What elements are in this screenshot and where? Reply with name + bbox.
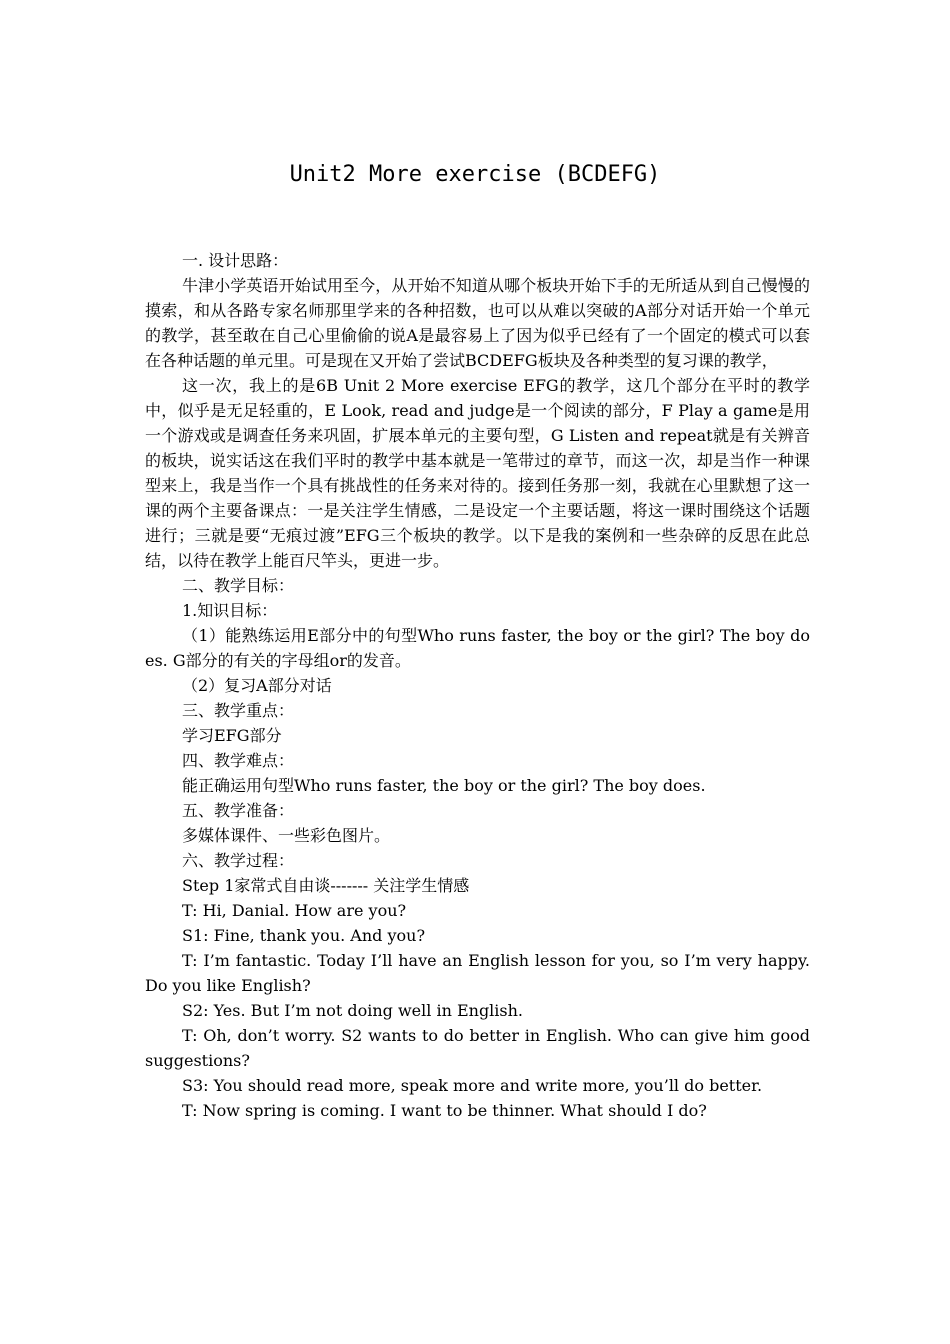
paragraph-step-1: Step 1家常式自由谈------- 关注学生情感	[182, 876, 470, 895]
paragraph-dialogue-line: T: I’m fantastic. Today I’ll have an English lesson for you, so I’m very happy. Do you like English?	[145, 951, 810, 995]
paragraph-section-3-heading: 三、教学重点：	[182, 701, 295, 720]
paragraph-section-2-heading: 二、教学目标：	[182, 576, 295, 595]
paragraph-dialogue-line: S3: You should read more, speak more and write more, you’ll do better.	[182, 1076, 763, 1095]
document-title: Unit2 More exercise (BCDEFG)	[289, 162, 661, 187]
paragraph-section-5-heading: 五、教学准备：	[182, 801, 295, 820]
paragraph-section-6-heading: 六、教学过程：	[182, 851, 295, 870]
paragraph-key-point: 学习EFG部分	[182, 726, 282, 745]
paragraph-section-1-heading: 一. 设计思路：	[182, 251, 289, 270]
paragraph-dialogue-line: T: Now spring is coming. I want to be thinner. What should I do?	[182, 1101, 707, 1120]
paragraph-goal-1: （1）能熟练运用E部分中的句型Who runs faster, the boy or the girl? The boy does. G部分的有关的字母组or的发音。	[145, 626, 810, 670]
paragraph-design-lesson: 这一次，我上的是6B Unit 2 More exercise EFG的教学，这几个部分在平时的教学中，似乎是无足轻重的，E Look, read and judge是一个阅读的部分，F Play a game是用一个游戏或是调查任务来巩固，扩展本单元的主要句型，G Listen and repeat就是有关辨音的板块，说实话这在我们平时的教学中基本就是一笔带过的章节，而这一次，却是当作一种课型来上，我是当作一个具有挑战性的任务来对待的。接到任务那一刻，我就在心里默想了这一课的两个主要备课点：一是关注学生情感，二是设定一个主要话题，将这一课时围绕这个话题进行；三就是要“无痕过渡”EFG三个板块的教学。以下是我的案例和一些杂碎的反思在此总结，以待在教学上能百尺竿头，更进一步。	[145, 376, 810, 570]
paragraph-dialogue-line: S1: Fine, thank you. And you?	[182, 926, 426, 945]
paragraph-dialogue-line: T: Hi, Danial. How are you?	[182, 901, 407, 920]
paragraph-dialogue-line: T: Oh, don’t worry. S2 wants to do better in English. Who can give him good suggestions?	[145, 1026, 810, 1070]
document-body	[145, 248, 810, 1123]
paragraph-difficulty: 能正确运用句型Who runs faster, the boy or the girl? The boy does.	[182, 776, 706, 795]
paragraph-knowledge-goal: 1.知识目标：	[182, 601, 278, 620]
paragraph-design-intro: 牛津小学英语开始试用至今，从开始不知道从哪个板块开始下手的无所适从到自己慢慢的摸索，和从各路专家名师那里学来的各种招数，也可以从难以突破的A部分对话开始一个单元的教学，甚至敢在自己心里偷偷的说A是最容易上了因为似乎已经有了一个固定的模式可以套在各种话题的单元里。可是现在又开始了尝试BCDEFG板块及各种类型的复习课的教学，	[145, 276, 810, 370]
paragraph-preparation: 多媒体课件、一些彩色图片。	[182, 826, 391, 845]
paragraph-section-4-heading: 四、教学难点：	[182, 751, 295, 770]
paragraph-dialogue-line: S2: Yes. But I’m not doing well in English.	[182, 1001, 524, 1020]
paragraph-goal-2: （2）复习A部分对话	[182, 676, 332, 695]
